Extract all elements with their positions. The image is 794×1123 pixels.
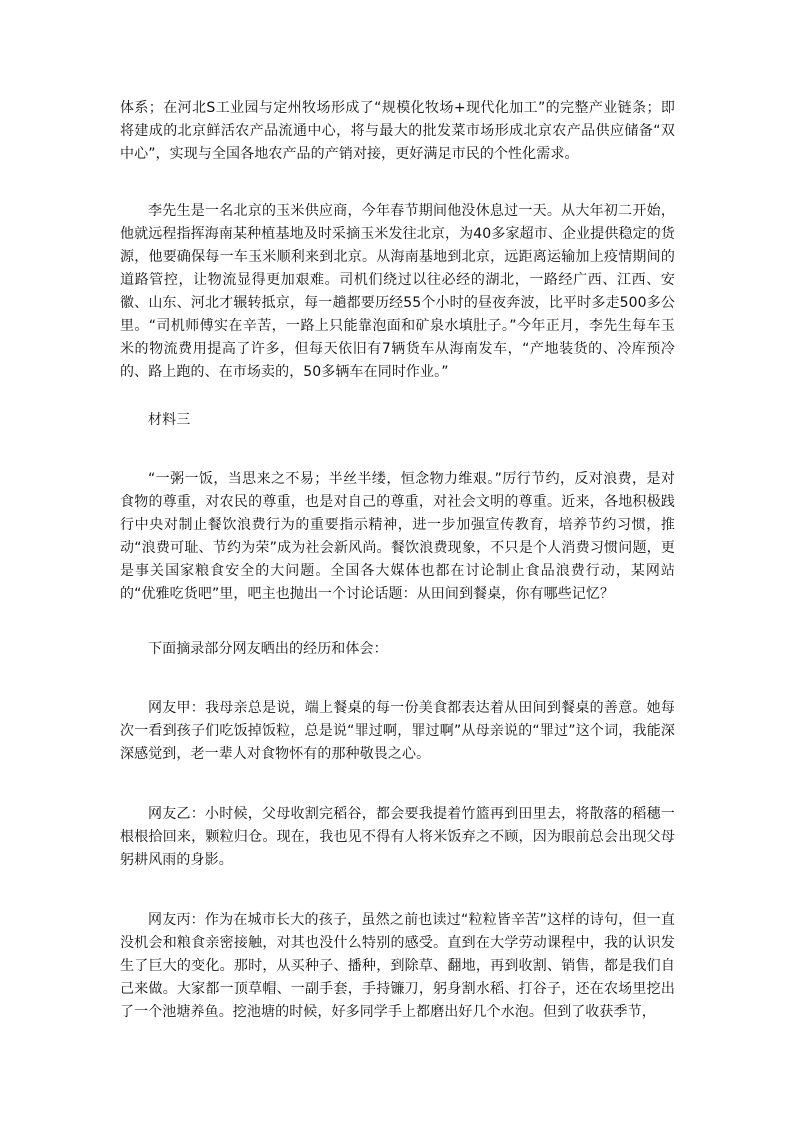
paragraph-industry-chain: 体系；在河北S工业园与定州牧场形成了“规模化牧场+现代化加工”的完整产业链条；即将建成的北京鲜活农产品流通中心，将与最大的批发菜市场形成北京农产品供应储备“双中心”，实现与全国各地农产品的产销对接，更好满足市民的个性化需求。 [120,100,675,162]
paragraph-corn-supplier: 李先生是一名北京的玉米供应商，今年春节期间他没休息过一天。从大年初二开始，他就远程指挥海南某种植基地及时采摘玉米发往北京，为40多家超市、企业提供稳定的货源，他要确保每一车玉米顺利来到北京。从海南基地到北京，远距离运输加上疫情期间的道路管控，让物流显得更加艰难。司机们绕过以往必经的湖北，一路经广西、江西、安徽、山东、河北才辗转抵京，每一趟都要历经55个小时的昼夜奔波，比平时多走500多公里。“司机师傅实在辛苦，一路上只能靠泡面和矿泉水填肚子。”今年正月，李先生每车玉米的物流费用提高了许多，但每天依旧有7辆货车从海南发车，“产地装货的、冷库预冷的、路上跑的、在市场卖的，50多辆车在同时作业。” [120,203,675,380]
paragraph-save-food: “一粥一饭，当思来之不易；半丝半缕，恒念物力维艰。”厉行节约，反对浪费，是对食物的尊重，对农民的尊重，也是对自己的尊重，对社会文明的尊重。近来，各地积极践行中央对制止餐饮浪费行为的重要指示精神，进一步加强宣传教育，培养节约习惯，推动“浪费可耻、节约为荣”成为社会新风尚。餐饮浪费现象，不只是个人消费习惯问题，更是事关国家粮食安全的大问题。全国各大媒体也都在讨论制止食品浪费行动，某网站的“优雅吃货吧”里，吧主也抛出一个讨论话题：从田间到餐桌，你有哪些记忆？ [120,471,675,602]
paragraph-netizen-c: 网友丙：作为在城市长大的孩子，虽然之前也读过“粒粒皆辛苦”这样的诗句，但一直没机会和粮食亲密接触，对其也没什么特别的感受。直到在大学劳动课程中，我的认识发生了巨大的变化。那时，从买种子、播种，到除草、翻地，再到收割、销售，都是我们自己来做。大家都一顶草帽、一副手套，手持镰刀，躬身割水稻、打谷子，还在农场里挖出了一个池塘养鱼。挖池塘的时候，好多同学手上都磨出好几个水泡。但到了收获季节， [120,912,675,1020]
paragraph-netizen-a: 网友甲：我母亲总是说，端上餐桌的每一份美食都表达着从田间到餐桌的善意。她每次一看到孩子们吃饭掉饭粒，总是说“罪过啊，罪过啊”从母亲说的“罪过”这个词，我能深深感觉到，老一辈人对食物怀有的那种敬畏之心。 [120,700,675,762]
paragraph-netizen-b: 网友乙：小时候，父母收割完稻谷，都会要我提着竹篮再到田里去，将散落的稻穗一根根拾回来，颗粒归仓。现在，我也见不得有人将米饭弃之不顾，因为眼前总会出现父母躬耕风雨的身影。 [120,806,675,868]
section-heading-material-three: 材料三 [148,412,191,428]
paragraph-netizen-intro: 下面摘录部分网友晒出的经历和体会： [148,641,388,657]
